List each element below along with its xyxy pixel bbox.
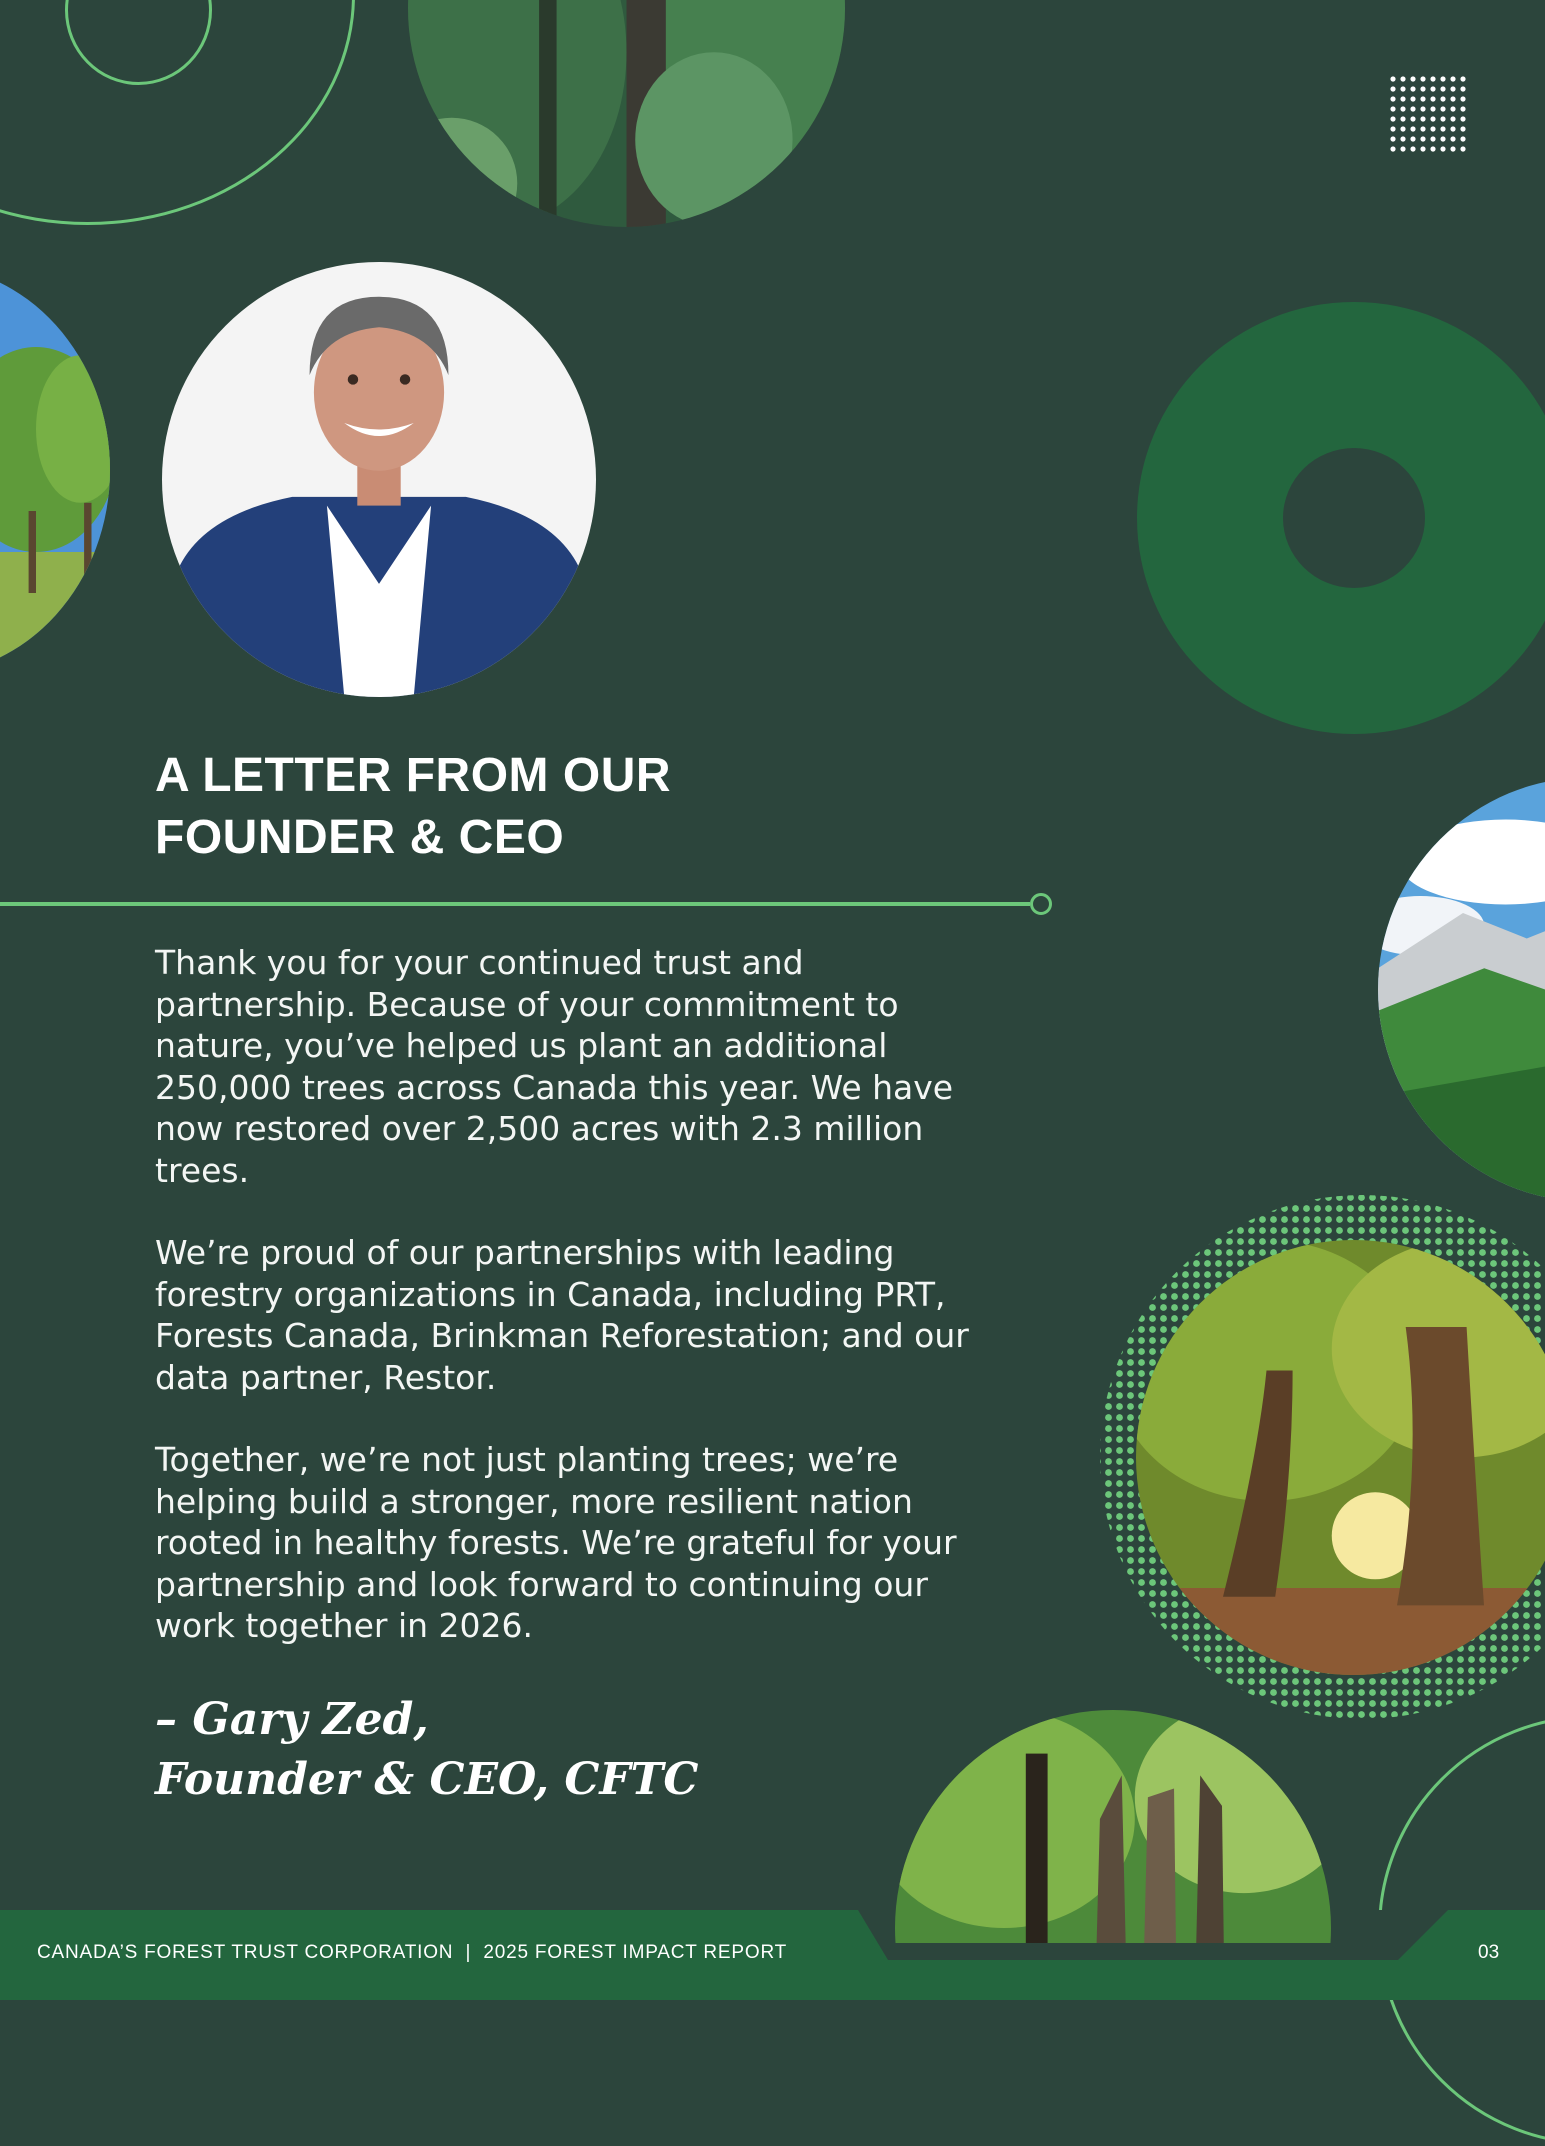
page-title-line-2: FOUNDER & CEO xyxy=(155,811,565,864)
page-title xyxy=(155,745,671,869)
letter-body xyxy=(155,942,975,1688)
ceo-portrait-photo xyxy=(162,262,596,697)
signature xyxy=(155,1690,698,1810)
deco-green-donut xyxy=(1137,302,1545,734)
green-trees-sky-photo xyxy=(0,265,110,675)
letter-paragraph: Together, we’re not just planting trees; we’re helping build a stronger, more resilient nation rooted in healthy forests. We’re grateful for your partnership and look forward to continuing our work together in 2026. xyxy=(155,1440,957,1645)
mountain-valley-photo xyxy=(1378,777,1545,1202)
old-growth-tree-photo xyxy=(1136,1240,1545,1675)
letter-paragraph: We’re proud of our partnerships with leading forestry organizations in Canada, including PRT, Forests Canada, Brinkman Reforestation; and our data partner, Restor. xyxy=(155,1233,969,1397)
divider-line xyxy=(0,902,1030,906)
page-title-line-1: A LETTER FROM OUR xyxy=(155,749,672,802)
page-number: 03 xyxy=(1478,1942,1500,1963)
forest-canopy-photo xyxy=(408,0,845,227)
divider-end-circle xyxy=(1030,893,1052,915)
footer-label: CANADA’S FOREST TRUST CORPORATION | 2025 FOREST IMPACT REPORT xyxy=(37,1942,788,1963)
dot-grid-icon xyxy=(1388,74,1472,154)
tree-trunks-photo xyxy=(895,1710,1331,2146)
letter-paragraph: Thank you for your continued trust and partnership. Because of your commitment to nature, you’ve helped us plant an additional 250,000 trees across Canada this year. We have now restored over 2,500 acres with 2.3 million trees. xyxy=(155,943,954,1190)
signature-name: – Gary Zed, xyxy=(155,1694,429,1745)
signature-title: Founder & CEO, CFTC xyxy=(155,1754,699,1805)
